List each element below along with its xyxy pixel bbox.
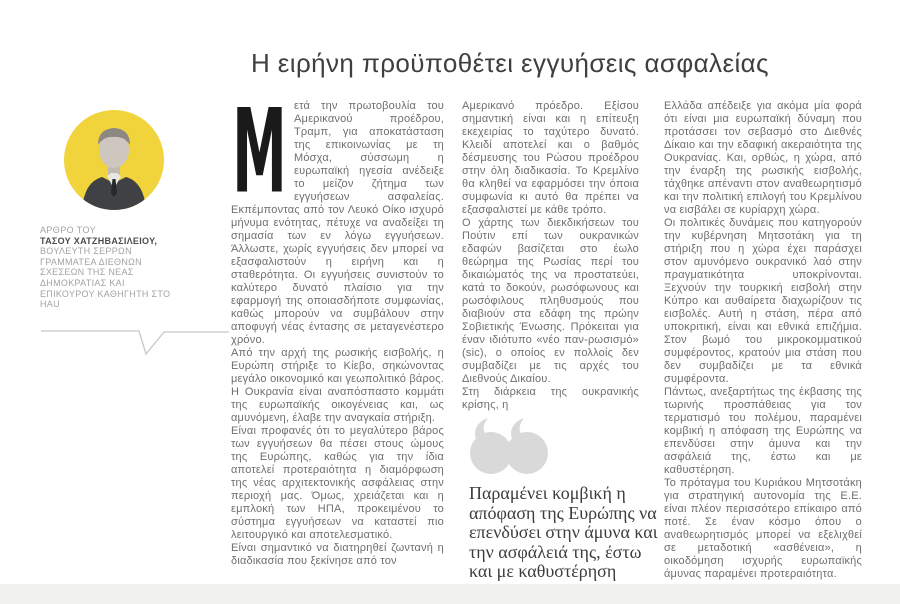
author-photo	[64, 110, 164, 210]
speech-bubble-tail-icon	[40, 324, 230, 358]
article-paragraph: Είναι προφανές ότι το μεγαλύτερο βάρος των εγγυήσεων θα πέσει στους ώμους της Ευρώπης, καθώς για την ίδια αποτελεί προτεραιότητα η διαμόρφωση της νέας αρχιτεκτονικής ασφάλειας στην περιοχή μας. Όμως, χρειάζεται και η εμπλοκή των ΗΠΑ, προκειμένου το σύστημα εγγυήσεων να καταστεί πιο λειτουργικό και αποτελεσματικό.	[231, 425, 444, 541]
article-column-2	[462, 100, 639, 412]
author-titles: ΒΟΥΛΕΥΤΗ ΣΕΡΡΩΝ ΓΡΑΜΜΑΤΕΑ ΔΙΕΘΝΩΝ ΣΧΕΣΕΩΝ ΤΗΣ ΝΕΑΣ ΔΗΜΟΚΡΑΤΙΑΣ ΚΑΙ ΕΠΙΚΟΥΡΟΥ ΚΑΘΗΓΗΤΗ ΣΤΟ HAU	[40, 246, 171, 310]
article-paragraph: Στη διάρκεια της ουκρανικής κρίσης, η	[462, 386, 639, 411]
page-title: Η ειρήνη προϋποθέτει εγγυήσεις ασφαλείας	[251, 48, 769, 78]
author-block	[40, 100, 208, 358]
article-text: ετά την πρωτοβουλία του Αμερικανού προέδρου, Τραμπ, για αποκατάσταση της επικοινωνίας με τη Μόσχα, σύσσωμη η ευρωπαϊκή ηγεσία ανέδειξε το μείζον ζήτημα των εγγυήσεων ασφαλείας. Εκπέμποντας από τον Λευκό Οίκο ισχυρό μήνυμα ενότητας, πέτυχε να αναδείξει τη σημασία των εν λόγω εγγυήσεων. Άλλωστε, χωρίς εγγυήσεις δεν μπορεί να εξασφαλιστούν η ειρήνη και η σταθερότητα. Οι εγγυήσεις συνιστούν το καλύτερο δυνατό πλαίσιο για την εφαρμογή της οποιασδήποτε συμφωνίας, καθώς μπορούν να συμβάλουν στην αποφυγή νέας έντασης σε μεταγενέστερο χρόνο.	[231, 100, 444, 346]
article-paragraph: Πάντως, ανεξαρτήτως της έκβασης της τωρινής προσπάθειας για τον τερματισμό του πολέμου, παραμένει κομβική η απόφαση της Ευρώπης να επενδύσει στην άμυνα και την ασφάλειά της, έστω και με καθυστέρηση.	[664, 386, 862, 476]
author-portrait-illustration	[64, 110, 164, 210]
pull-quote	[469, 417, 661, 582]
article-column-3	[664, 100, 862, 581]
quote-icon	[469, 417, 549, 475]
author-kicker: ΑΡΘΡΟ ΤΟΥ	[40, 225, 96, 235]
article-paragraph: Είναι σημαντικό να διατηρηθεί ζωντανή η διαδικασία που ξεκίνησε από τον	[231, 542, 444, 567]
article-paragraph: Από την αρχή της ρωσικής εισβολής, η Ευρώπη στήριξε το Κίεβο, σηκώνοντας μεγάλο οικονομικό και γεωπολιτικό βάρος. Η Ουκρανία είναι αναπόσπαστο κομμάτι της ευρωπαϊκής οικογένειας και, ως αμυνόμενη, έλαβε την αναγκαία στήριξη.	[231, 347, 444, 424]
article-column-1	[231, 100, 444, 568]
page-bottom-edge	[0, 584, 900, 604]
drop-cap	[231, 102, 288, 194]
author-name: ΤΑΣΟΥ ΧΑΤΖΗΒΑΣΙΛΕΙΟΥ,	[40, 235, 158, 246]
pull-quote-text: Παραμένει κομβική η απόφαση της Ευρώπης να επενδύσει στην άμυνα και την ασφάλειά της, έστω και με καθυστέρηση	[469, 483, 658, 581]
article-paragraph: Ο χάρτης των διεκδικήσεων του Πούτιν επί των ουκρανικών εδαφών βασίζεται στο έωλο θεώρημα της Ρωσίας περί του δικαιώματός της να προστατεύει, κατά το δοκούν, ρωσόφωνους και ρωσόφιλους πληθυσμούς που διαβιούν στα εδάφη της πρώην Σοβιετικής Ένωσης. Πρόκειται για έναν ιδιότυπο «νέο παν-ρωσισμό» (sic), ο οποίος εν πολλοίς δεν συμβαδίζει με τις αρχές του Διεθνούς Δικαίου.	[462, 217, 639, 385]
article-paragraph: Το πρόταγμα του Κυριάκου Μητσοτάκη για στρατηγική αυτονομία της Ε.Ε. είναι πλέον περισσότερο επίκαιρο από ποτέ. Σε έναν κόσμο όπου ο αναθεωρητισμός μπορεί να εξελιχθεί σε μεταδοτική «ασθένεια», η οικοδόμηση ισχυρής ευρωπαϊκής άμυνας παραμένει προτεραιότητα.	[664, 477, 862, 580]
article-paragraph: Ελλάδα απέδειξε για ακόμα μία φορά ότι είναι μια ευρωπαϊκή δύναμη που προτάσσει τον σεβασμό στο Διεθνές Δίκαιο και την εδαφική ακεραιότητα της Ουκρανίας. Και, ορθώς, η χώρα, από την έναρξη της ρωσικής εισβολής, τάχθηκε απέναντι στον αναθεωρητισμό και την πολιτική επιλογή του Κρεμλίνου να εισβάλει σε κυρίαρχη χώρα.	[664, 100, 862, 216]
article-paragraph: Οι πολιτικές δυνάμεις που κατηγορούν την κυβέρνηση Μητσοτάκη για τη στήριξη που η χώρα έχει παράσχει στον αμυνόμενο ουκρανικό λαό στην πραγματικότητα υποκρίνονται. Ξεχνούν την τουρκική εισβολή στην Κύπρο και αυθαίρετα διαχωρίζουν τις εισβολές. Αυτή η στάση, πέρα από υποκριτική, είναι και εθνικά επιζήμια. Στον βωμό του μικροκομματικού συμφέροντος, κρατούν μια στάση που δεν συμβαδίζει με τα εθνικά συμφέροντα.	[664, 217, 862, 385]
article-paragraph: Αμερικανό πρόεδρο. Εξίσου σημαντική είναι και η επίτευξη εκεχειρίας το ταχύτερο δυνατό. Κλειδί αποτελεί και ο βαθμός δέσμευσης του Ρώσου προέδρου στην όλη διαδικασία. Το Κρεμλίνο θα κληθεί να εφαρμόσει την όποια συμφωνία κι αυτό θα πρέπει να εξασφαλιστεί με κάθε τρόπο.	[462, 100, 639, 216]
drop-cap-letter: Μ	[232, 102, 287, 194]
article-paragraph	[231, 100, 444, 347]
